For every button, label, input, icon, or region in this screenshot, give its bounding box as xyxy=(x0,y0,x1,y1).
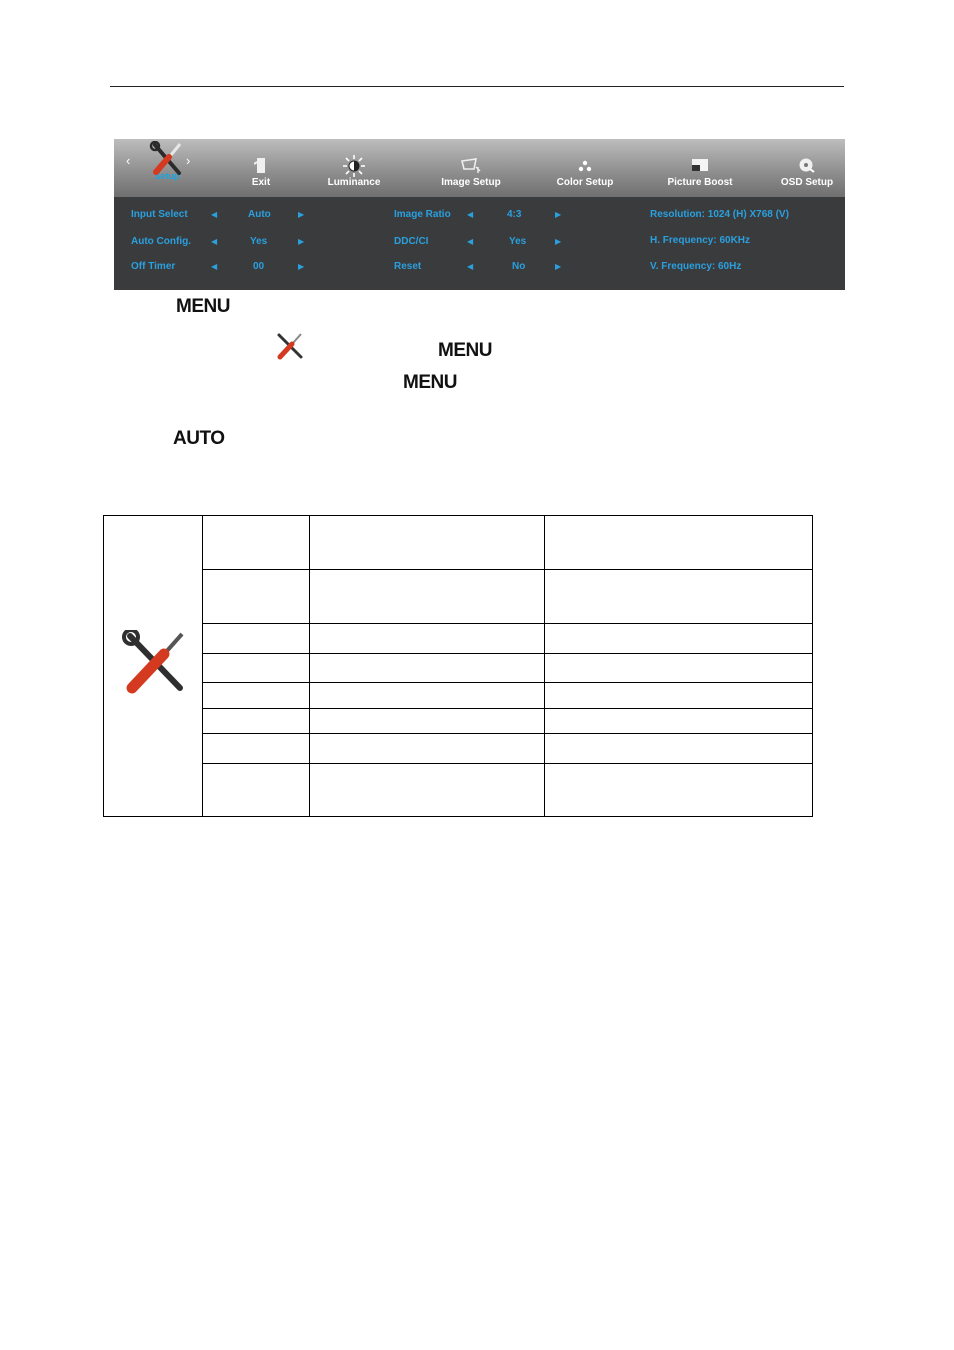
header-rule xyxy=(110,86,844,87)
exit-door-icon xyxy=(211,155,311,177)
tab-label: Setup xyxy=(154,171,180,181)
picture-boost-icon xyxy=(650,155,750,177)
tab-label: Color Setup xyxy=(556,177,614,188)
tab-label: Picture Boost xyxy=(667,177,733,188)
off-timer-label: Off Timer xyxy=(131,261,176,272)
tools-icon xyxy=(274,332,306,365)
osd-disc-icon xyxy=(757,155,857,177)
tab-label: Exit xyxy=(251,177,271,188)
tools-icon xyxy=(122,141,212,175)
table-divider xyxy=(309,516,310,816)
v-frequency-info: V. Frequency: 60Hz xyxy=(650,261,742,272)
arrow-right-icon[interactable]: ▶ xyxy=(298,237,305,246)
setup-function-table xyxy=(103,515,813,817)
table-row-line xyxy=(202,708,812,709)
table-divider xyxy=(202,516,203,816)
tab-setup[interactable] xyxy=(122,141,212,181)
arrow-right-icon[interactable]: ▶ xyxy=(298,262,305,271)
ddc-ci-value: Yes xyxy=(509,236,527,247)
arrow-left-icon[interactable]: ◀ xyxy=(211,210,218,219)
tab-label: Luminance xyxy=(327,177,381,188)
sun-icon xyxy=(304,155,404,177)
tab-osd-setup[interactable] xyxy=(757,155,857,188)
arrow-left-icon[interactable]: ◀ xyxy=(467,237,474,246)
osd-menu xyxy=(114,139,845,290)
off-timer-value: 00 xyxy=(253,261,265,272)
arrow-right-icon[interactable]: ▶ xyxy=(555,262,562,271)
osd-tab-bar xyxy=(114,139,845,197)
table-row-line xyxy=(202,733,812,734)
auto-config-label: Auto Config. xyxy=(131,236,191,247)
table-divider xyxy=(544,516,545,816)
arrow-left-icon[interactable]: ◀ xyxy=(467,210,474,219)
ddc-ci-label: DDC/CI xyxy=(394,236,429,247)
table-row-line xyxy=(202,653,812,654)
color-dots-icon xyxy=(535,155,635,177)
arrow-left-icon[interactable]: ◀ xyxy=(211,237,218,246)
table-row-line xyxy=(202,569,812,570)
tools-icon xyxy=(122,630,188,699)
chevron-left-icon[interactable]: ‹ xyxy=(126,153,131,168)
menu-key-label: MENU xyxy=(176,296,230,317)
tab-luminance[interactable] xyxy=(304,155,404,188)
h-frequency-info: H. Frequency: 60KHz xyxy=(650,235,751,246)
auto-key-label: AUTO xyxy=(173,428,225,449)
tab-label: OSD Setup xyxy=(780,177,834,188)
tab-exit[interactable] xyxy=(211,155,311,188)
arrow-right-icon[interactable]: ▶ xyxy=(298,210,305,219)
arrow-left-icon[interactable]: ◀ xyxy=(467,262,474,271)
image-ratio-label: Image Ratio xyxy=(394,209,451,220)
arrow-left-icon[interactable]: ◀ xyxy=(211,262,218,271)
tab-picture-boost[interactable] xyxy=(650,155,750,188)
osd-setup-panel xyxy=(114,197,845,290)
menu-key-label: MENU xyxy=(403,372,457,393)
tab-image-setup[interactable] xyxy=(421,155,521,188)
reset-label: Reset xyxy=(394,261,422,272)
tab-color-setup[interactable] xyxy=(535,155,635,188)
table-row-line xyxy=(202,623,812,624)
arrow-right-icon[interactable]: ▶ xyxy=(555,237,562,246)
tab-label: Image Setup xyxy=(441,177,501,188)
chevron-right-icon[interactable]: › xyxy=(186,153,191,168)
input-select-value: Auto xyxy=(248,209,271,220)
menu-key-label: MENU xyxy=(438,340,492,361)
input-select-label: Input Select xyxy=(131,209,188,220)
reset-value: No xyxy=(512,261,526,272)
table-row-line xyxy=(202,682,812,683)
image-ratio-value: 4:3 xyxy=(507,209,522,220)
image-setup-icon xyxy=(421,155,521,177)
auto-config-value: Yes xyxy=(250,236,268,247)
table-row-line xyxy=(202,763,812,764)
arrow-right-icon[interactable]: ▶ xyxy=(555,210,562,219)
resolution-info: Resolution: 1024 (H) X768 (V) xyxy=(650,209,789,220)
